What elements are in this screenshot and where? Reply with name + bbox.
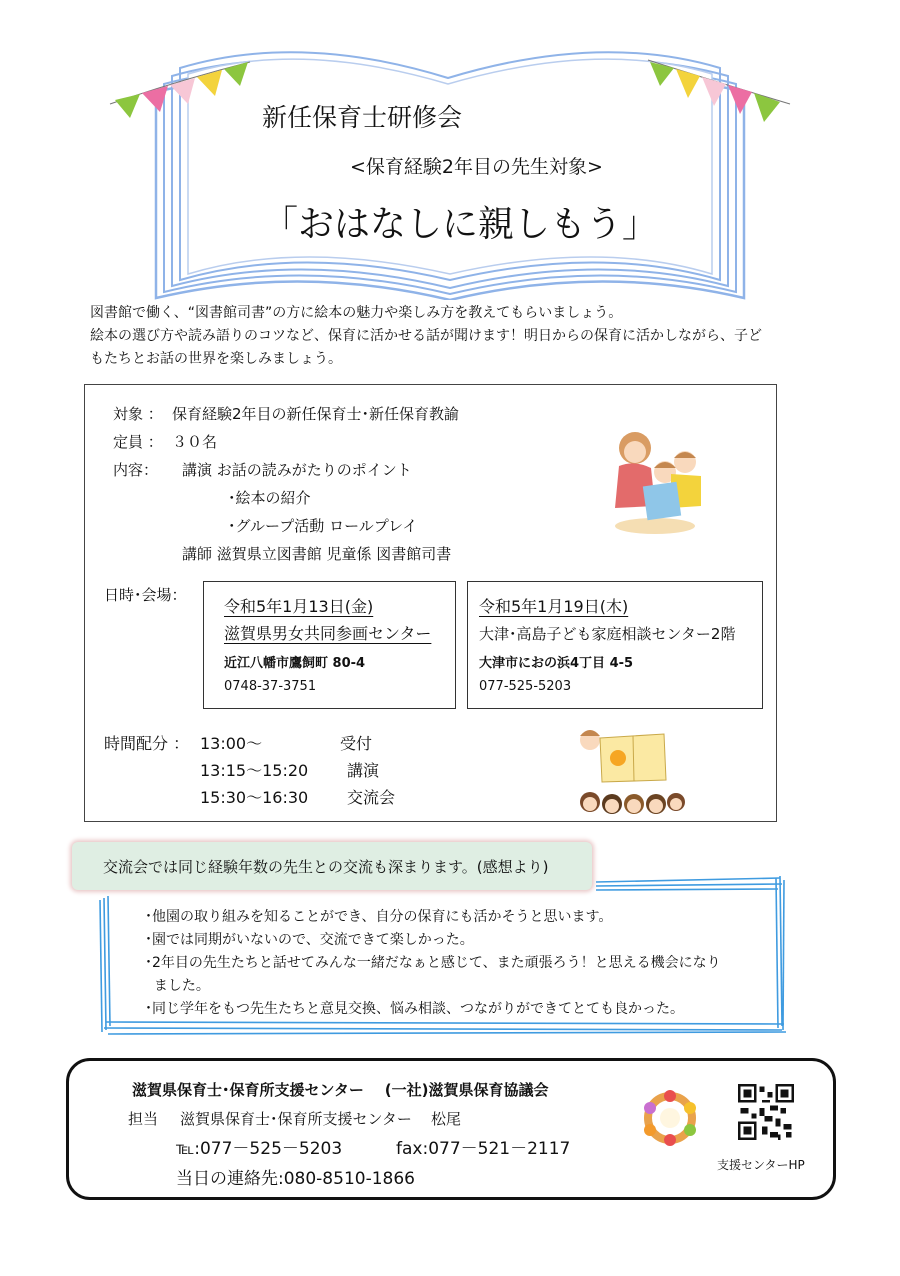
lecturer: 講師 滋賀県立図書館 児童係 図書館司書 <box>182 545 452 563</box>
event-title: 新任保育士研修会 <box>262 103 463 132</box>
footer-tel: ℡:077－525－5203 <box>176 1139 343 1159</box>
contact-person: 滋賀県保育士･保育所支援センター 松尾 <box>180 1110 461 1128</box>
schedule-label: 時間配分 ： <box>104 734 190 753</box>
venue-1-date: 令和5年1月13日(金) <box>224 597 374 616</box>
venue-2-place: 大津･高島子ども家庭相談センター2階 <box>479 625 736 643</box>
capacity-value: ３０名 <box>172 433 218 451</box>
contact-label: 担当 <box>128 1110 159 1128</box>
footer-fax: fax:077－521－2117 <box>396 1139 571 1159</box>
feedback-item: ･園では同期がいないので、交流できて楽しかった。 <box>145 932 474 948</box>
feedback-title: 交流会では同じ経験年数の先生との交流も深まります。(感想より) <box>103 858 549 876</box>
feedback-item: ･他園の取り組みを知ることができ、自分の保育にも活かそうと思います。 <box>145 909 613 925</box>
schedule-item: 受付 <box>340 734 373 753</box>
qr-code[interactable] <box>738 1084 794 1140</box>
intro-line: もたちとお話の世界を楽しみましょう。 <box>90 351 342 367</box>
content-item: ･グループ活動 ロールプレイ <box>228 517 418 535</box>
event-catchphrase: 「おはなしに親しもう」 <box>262 204 659 245</box>
intro-line: 図書館で働く、“図書館司書”の方に絵本の魅力や楽しみ方を教えてもらいましょう。 <box>90 305 623 321</box>
datetime-label: 日時･会場： <box>104 586 187 604</box>
content-item: ･絵本の紹介 <box>228 489 311 507</box>
intro-line: 絵本の選び方や読み語りのコツなど、保育に活かせる話が聞けます！明日からの保育に活かしながら、子ど <box>90 328 762 344</box>
content-lecture: 講演 お話の読みがたりのポイント <box>182 461 412 479</box>
schedule-time: 13:15～15:20 <box>200 761 309 780</box>
venue-1-place: 滋賀県男女共同参画センター <box>224 624 432 643</box>
qr-caption: 支援センターHP <box>717 1158 805 1172</box>
schedule-item: 交流会 <box>347 788 396 807</box>
event-subtitle: <保育経験2年目の先生対象> <box>350 156 603 178</box>
feedback-list <box>145 906 785 1021</box>
reading-children-illustration <box>605 426 705 536</box>
fruit-wreath-logo <box>638 1086 702 1150</box>
feedback-item: ･同じ学年をもつ先生たちと意見交換、悩み相談、つながりができてとても良かった。 <box>145 1001 684 1017</box>
venue-2-address: 大津市におの浜4丁目 4-5 <box>479 656 634 671</box>
feedback-item: ました。 <box>145 978 210 994</box>
capacity-label: 定員 ： <box>113 433 163 451</box>
venue-2-date: 令和5年1月19日(木) <box>479 597 629 616</box>
venue-1-address: 近江八幡市鷹飼町 80-4 <box>224 656 366 671</box>
footer-day-contact: 当日の連絡先:080-8510-1866 <box>176 1169 415 1189</box>
content-label: 内容： <box>113 461 159 479</box>
target-value: 保育経験2年目の新任保育士･新任保育教諭 <box>172 405 460 423</box>
schedule-time: 13:00～ <box>200 734 263 753</box>
intro-text <box>90 302 810 371</box>
venue-1-phone: 0748-37-3751 <box>224 679 317 694</box>
schedule-item: 講演 <box>347 761 380 780</box>
footer-org: 滋賀県保育士･保育所支援センター (一社)滋賀県保育協議会 <box>132 1081 549 1099</box>
venue-2-phone: 077-525-5203 <box>479 679 572 694</box>
target-label: 対象 ： <box>113 405 163 423</box>
schedule-time: 15:30～16:30 <box>200 788 309 807</box>
picture-book-kids-illustration <box>576 724 686 816</box>
feedback-item: ･2年目の先生たちと話せてみんな一緒だなぁと感じて、また頑張ろう！と思える機会になり <box>145 955 721 971</box>
